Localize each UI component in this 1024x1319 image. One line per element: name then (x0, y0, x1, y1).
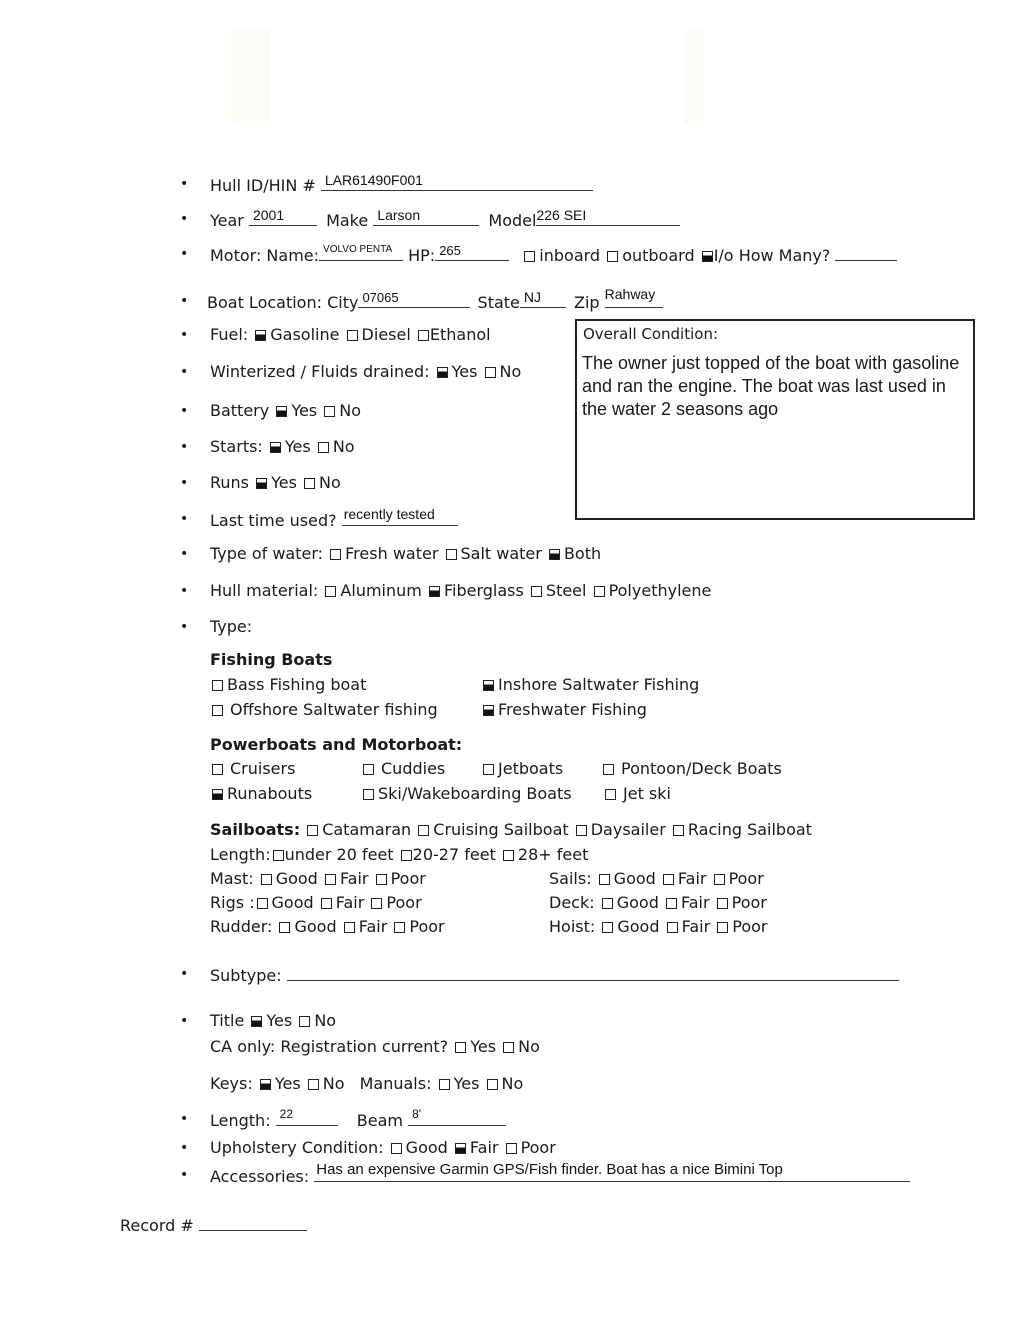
aluminum-label: Aluminum (340, 581, 422, 600)
title-label: Title (210, 1011, 245, 1030)
bullet: • (180, 364, 189, 380)
subtype-row (210, 964, 899, 985)
hoist-label: Hoist: (549, 917, 596, 936)
outboard-checkbox[interactable] (607, 251, 618, 262)
mast-fair-checkbox[interactable] (325, 874, 336, 885)
offshore-option (210, 700, 438, 719)
last-used-value: recently tested (343, 506, 435, 522)
title-row (210, 1011, 336, 1030)
bullet: • (180, 1167, 189, 1183)
cruisers-label: Cruisers (230, 759, 296, 778)
daysailer-checkbox[interactable] (576, 825, 587, 836)
racing-checkbox[interactable] (673, 825, 684, 836)
rigs-fair-label: Fair (335, 893, 365, 912)
year-make-model-row (210, 209, 680, 230)
record-label: Record # (120, 1216, 194, 1235)
manuals-no-label: No (501, 1074, 524, 1093)
jetboats-option (481, 759, 563, 778)
freshwater-checkbox[interactable] (483, 705, 494, 716)
aluminum-checkbox[interactable] (325, 586, 336, 597)
both-water-label: Both (563, 544, 602, 563)
runs-no-checkbox[interactable] (304, 478, 315, 489)
cuddies-label: Cuddies (381, 759, 446, 778)
bullet: • (180, 1013, 189, 1029)
mast-poor-label: Poor (390, 869, 426, 888)
io-checkbox[interactable] (702, 251, 713, 262)
sails-poor-label: Poor (728, 869, 764, 888)
cuddies-checkbox[interactable] (363, 764, 374, 775)
zip-value: Rahway (604, 286, 656, 302)
cruisers-option (210, 759, 295, 778)
bullet: • (180, 511, 189, 527)
ca-yes-label: Yes (470, 1037, 497, 1056)
bullet: • (180, 293, 189, 309)
deck-label: Deck: (549, 893, 595, 912)
length-label: Length: (210, 1111, 271, 1130)
rudder-poor-checkbox[interactable] (394, 922, 405, 933)
year-label: Year (210, 211, 244, 230)
keys-row (210, 1074, 523, 1093)
upholstery-row (210, 1138, 556, 1157)
accessories-label: Accessories: (210, 1167, 310, 1186)
io-label: I/o (713, 246, 734, 265)
hp-value: 265 (439, 243, 461, 258)
hoist-good-checkbox[interactable] (602, 922, 613, 933)
overall-condition-text: The owner just topped of the boat with gasoline and ran the engine. The boat was last used in the water 2 seasons ago (582, 353, 960, 419)
hoist-poor-label: Poor (732, 917, 768, 936)
battery-no-checkbox[interactable] (324, 406, 335, 417)
inboard-checkbox[interactable] (524, 251, 535, 262)
winterized-row (210, 362, 521, 381)
ca-row (210, 1037, 540, 1056)
beam-field[interactable] (408, 1109, 506, 1126)
ski-option (361, 784, 572, 803)
salt-water-checkbox[interactable] (446, 549, 457, 560)
pontoon-option (601, 759, 782, 778)
overall-condition-box[interactable] (575, 319, 975, 520)
starts-row (210, 437, 355, 456)
keys-yes-label: Yes (274, 1074, 301, 1093)
diesel-label: Diesel (361, 325, 411, 344)
length-field[interactable] (276, 1109, 338, 1126)
scan-artifact (683, 30, 705, 125)
fresh-water-checkbox[interactable] (330, 549, 341, 560)
upholstery-label: Upholstery Condition: (210, 1138, 384, 1157)
fiberglass-checkbox[interactable] (429, 586, 440, 597)
cruising-label: Cruising Sailboat (433, 820, 569, 839)
runs-yes-checkbox[interactable] (256, 478, 267, 489)
runs-label: Runs (210, 473, 250, 492)
motor-name-field[interactable] (319, 244, 403, 261)
sail-length-row (210, 845, 588, 864)
rigs-poor-label: Poor (386, 893, 422, 912)
rigs-poor-checkbox[interactable] (371, 898, 382, 909)
cruisers-checkbox[interactable] (212, 764, 223, 775)
title-yes-checkbox[interactable] (251, 1016, 262, 1027)
bullet: • (180, 246, 189, 262)
cruising-checkbox[interactable] (418, 825, 429, 836)
outboard-label: outboard (622, 246, 695, 265)
keys-no-label: No (322, 1074, 345, 1093)
upholstery-fair-checkbox[interactable] (455, 1143, 466, 1154)
sails-poor-checkbox[interactable] (714, 874, 725, 885)
motor-name-label: Motor: Name: (210, 246, 320, 265)
battery-yes-label: Yes (291, 401, 318, 420)
deck-good-checkbox[interactable] (602, 898, 613, 909)
rigs-row (210, 893, 422, 912)
offshore-label: Offshore Saltwater fishing (230, 700, 438, 719)
upholstery-good-label: Good (405, 1138, 448, 1157)
make-label: Make (326, 211, 369, 230)
manuals-yes-label: Yes (453, 1074, 480, 1093)
make-value: Larson (377, 207, 421, 223)
steel-label: Steel (545, 581, 587, 600)
rudder-label: Rudder: (210, 917, 273, 936)
water-row (210, 544, 601, 563)
runabouts-checkbox[interactable] (212, 789, 223, 800)
water-label: Type of water: (210, 544, 324, 563)
sails-row (549, 869, 764, 888)
sails-label: Sails: (549, 869, 592, 888)
rigs-good-checkbox[interactable] (257, 898, 268, 909)
year-field[interactable] (249, 209, 317, 226)
racing-label: Racing Sailboat (687, 820, 812, 839)
make-field[interactable] (373, 209, 479, 226)
freshwater-option (481, 700, 647, 719)
ethanol-checkbox[interactable] (418, 330, 429, 341)
accessories-field[interactable] (314, 1161, 910, 1182)
manuals-label: Manuals: (359, 1074, 432, 1093)
title-no-checkbox[interactable] (299, 1016, 310, 1027)
model-field[interactable] (536, 209, 680, 226)
under20-label: under 20 feet (284, 845, 394, 864)
upholstery-poor-label: Poor (520, 1138, 556, 1157)
rudder-good-checkbox[interactable] (279, 922, 290, 933)
last-used-row (210, 506, 458, 530)
sails-fair-checkbox[interactable] (663, 874, 674, 885)
ca-no-label: No (518, 1037, 540, 1056)
hull-id-label: Hull ID/HIN # (210, 176, 316, 195)
bullet: • (180, 1111, 189, 1127)
battery-label: Battery (210, 401, 270, 420)
bullet: • (180, 966, 189, 982)
fuel-label: Fuel: (210, 325, 249, 344)
ethanol-label: Ethanol (429, 325, 491, 344)
runs-yes-label: Yes (271, 473, 297, 492)
fuel-row (210, 325, 491, 344)
polyethylene-checkbox[interactable] (594, 586, 605, 597)
gasoline-label: Gasoline (270, 325, 340, 344)
bullet: • (180, 475, 189, 491)
keys-no-checkbox[interactable] (308, 1079, 319, 1090)
deck-row (549, 893, 767, 912)
deck-good-label: Good (616, 893, 659, 912)
state-field[interactable] (520, 291, 566, 308)
jetski-label: Jet ski (623, 784, 671, 803)
motor-name-value: VOLVO PENTA (323, 244, 393, 255)
deck-poor-label: Poor (731, 893, 767, 912)
rudder-poor-label: Poor (409, 917, 445, 936)
inboard-label: inboard (539, 246, 601, 265)
bass-label: Bass Fishing boat (227, 675, 367, 694)
starts-label: Starts: (210, 437, 263, 456)
sail-length-label: Length: (210, 845, 271, 864)
rudder-row (210, 917, 445, 936)
sails-good-label: Good (613, 869, 656, 888)
hoist-poor-checkbox[interactable] (717, 922, 728, 933)
fresh-water-label: Fresh water (345, 544, 439, 563)
ca-no-checkbox[interactable] (503, 1042, 514, 1053)
winterized-yes-checkbox[interactable] (437, 367, 448, 378)
bullet: • (180, 546, 189, 562)
how-many-label: How Many? (738, 246, 831, 265)
cuddies-option (361, 759, 445, 778)
bass-option (210, 675, 366, 694)
deck-fair-label: Fair (680, 893, 710, 912)
subtype-label: Subtype: (210, 966, 282, 985)
subtype-field[interactable] (287, 964, 899, 981)
rigs-good-label: Good (271, 893, 314, 912)
both-water-checkbox[interactable] (549, 549, 560, 560)
keys-label: Keys: (210, 1074, 253, 1093)
deck-fair-checkbox[interactable] (666, 898, 677, 909)
power-heading: Powerboats and Motorboat: (210, 735, 463, 754)
hull-material-row (210, 581, 711, 600)
starts-yes-label: Yes (284, 437, 311, 456)
hp-field[interactable] (435, 244, 509, 261)
rudder-fair-checkbox[interactable] (344, 922, 355, 933)
runs-row (210, 473, 341, 492)
ski-label: Ski/Wakeboarding Boats (378, 784, 572, 803)
inshore-label: Inshore Saltwater Fishing (498, 675, 700, 694)
mast-fair-label: Fair (339, 869, 369, 888)
inshore-checkbox[interactable] (483, 680, 494, 691)
starts-no-label: No (332, 437, 355, 456)
year-value: 2001 (252, 207, 285, 223)
jetski-option (603, 784, 671, 803)
gasoline-checkbox[interactable] (255, 330, 266, 341)
deck-poor-checkbox[interactable] (717, 898, 728, 909)
under20-checkbox[interactable] (273, 850, 284, 861)
battery-no-label: No (339, 401, 361, 420)
how-many-field[interactable] (835, 244, 897, 261)
battery-row (210, 401, 361, 420)
upholstery-fair-label: Fair (469, 1138, 499, 1157)
model-value: 226 SEI (536, 207, 587, 223)
state-label: State (477, 293, 520, 312)
length-value: 22 (279, 1107, 294, 1121)
upholstery-poor-checkbox[interactable] (506, 1143, 517, 1154)
bass-checkbox[interactable] (212, 680, 223, 691)
winterized-yes-label: Yes (451, 362, 478, 381)
freshwater-label: Freshwater Fishing (498, 700, 647, 719)
catamaran-checkbox[interactable] (307, 825, 318, 836)
bullet: • (180, 176, 189, 192)
hp-label: HP: (408, 246, 436, 265)
zip-label: Zip (573, 293, 600, 312)
inshore-option (481, 675, 699, 694)
last-used-field[interactable] (342, 506, 458, 526)
sails-good-checkbox[interactable] (599, 874, 610, 885)
rigs-label: Rigs : (210, 893, 255, 912)
overall-condition-title: Overall Condition: (583, 325, 719, 343)
city-label: Boat Location: City (207, 293, 359, 312)
runabouts-label: Runabouts (227, 784, 313, 803)
manuals-yes-checkbox[interactable] (439, 1079, 450, 1090)
ca-yes-checkbox[interactable] (455, 1042, 466, 1053)
mast-good-checkbox[interactable] (261, 874, 272, 885)
offshore-checkbox[interactable] (212, 705, 223, 716)
steel-checkbox[interactable] (531, 586, 542, 597)
motor-row (210, 244, 897, 265)
record-row (120, 1214, 307, 1235)
hull-id-field[interactable] (321, 174, 593, 191)
location-row (207, 286, 663, 312)
starts-no-checkbox[interactable] (318, 442, 329, 453)
title-yes-label: Yes (266, 1011, 293, 1030)
winterized-no-label: No (499, 362, 522, 381)
type-label: Type: (210, 617, 253, 636)
winterized-label: Winterized / Fluids drained: (210, 362, 430, 381)
zip-field[interactable] (604, 286, 663, 308)
polyethylene-label: Polyethylene (608, 581, 712, 600)
28plus-label: 28+ feet (517, 845, 589, 864)
jetboats-label: Jetboats (498, 759, 564, 778)
dimensions-row (210, 1109, 506, 1130)
bullet: • (180, 1140, 189, 1156)
bullet: • (180, 327, 189, 343)
20to27-checkbox[interactable] (401, 850, 412, 861)
hull-material-label: Hull material: (210, 581, 319, 600)
bullet: • (180, 619, 189, 635)
accessories-value: Has an expensive Garmin GPS/Fish finder. Boat has a nice Bimini Top (316, 1161, 783, 1178)
mast-row (210, 869, 426, 888)
fiberglass-label: Fiberglass (443, 581, 524, 600)
last-used-label: Last time used? (210, 511, 337, 530)
bullet: • (180, 439, 189, 455)
rudder-good-label: Good (294, 917, 337, 936)
sails-fair-label: Fair (677, 869, 707, 888)
city-field[interactable] (358, 291, 470, 308)
starts-yes-checkbox[interactable] (270, 442, 281, 453)
upholstery-good-checkbox[interactable] (391, 1143, 402, 1154)
bullet: • (180, 403, 189, 419)
beam-label: Beam (356, 1111, 403, 1130)
rudder-fair-label: Fair (358, 917, 388, 936)
accessories-row (210, 1161, 910, 1186)
hoist-fair-label: Fair (681, 917, 711, 936)
28plus-checkbox[interactable] (503, 850, 514, 861)
hoist-fair-checkbox[interactable] (667, 922, 678, 933)
20to27-label: 20-27 feet (412, 845, 496, 864)
ski-checkbox[interactable] (363, 789, 374, 800)
winterized-no-checkbox[interactable] (485, 367, 496, 378)
state-value: NJ (523, 289, 542, 305)
pontoon-label: Pontoon/Deck Boats (621, 759, 782, 778)
daysailer-label: Daysailer (590, 820, 666, 839)
fishing-heading: Fishing Boats (210, 650, 333, 669)
rigs-fair-checkbox[interactable] (321, 898, 332, 909)
beam-value: 8' (412, 1107, 422, 1121)
ca-label: CA only: Registration current? (210, 1037, 449, 1056)
salt-water-label: Salt water (460, 544, 542, 563)
battery-yes-checkbox[interactable] (276, 406, 287, 417)
jetski-checkbox[interactable] (605, 789, 616, 800)
scan-artifact (232, 30, 270, 125)
bullet: • (180, 583, 189, 599)
hoist-row (549, 917, 767, 936)
runs-no-label: No (319, 473, 341, 492)
catamaran-label: Catamaran (322, 820, 412, 839)
hull-id-value: LAR61490F001 (324, 172, 423, 188)
mast-label: Mast: (210, 869, 254, 888)
hull-id-row (210, 174, 593, 195)
jetboats-checkbox[interactable] (483, 764, 494, 775)
sailboats-row (210, 820, 812, 839)
diesel-checkbox[interactable] (347, 330, 358, 341)
sail-heading: Sailboats: (210, 820, 301, 839)
keys-yes-checkbox[interactable] (260, 1079, 271, 1090)
pontoon-checkbox[interactable] (603, 764, 614, 775)
city-value: 07065 (362, 290, 399, 305)
manuals-no-checkbox[interactable] (487, 1079, 498, 1090)
mast-good-label: Good (275, 869, 318, 888)
title-no-label: No (314, 1011, 337, 1030)
bullet: • (180, 211, 189, 227)
record-field[interactable] (199, 1214, 307, 1231)
runabouts-option (210, 784, 312, 803)
model-label: Model (488, 211, 537, 230)
mast-poor-checkbox[interactable] (376, 874, 387, 885)
hoist-good-label: Good (617, 917, 660, 936)
